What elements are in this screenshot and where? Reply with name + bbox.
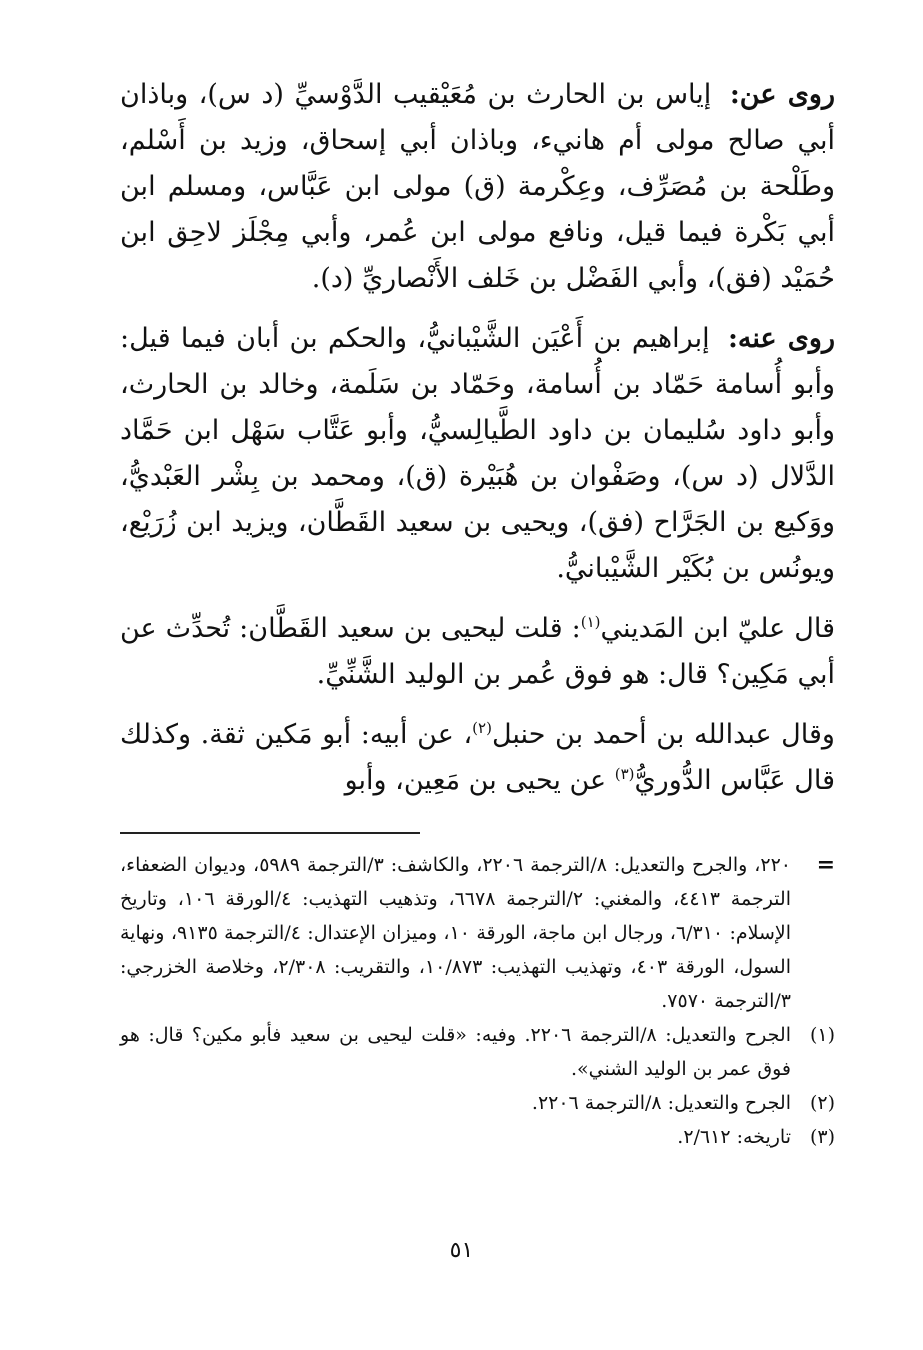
paragraph-text: : قلت ليحيى بن سعيد القَطَّان: تُحدِّث عن أبي مَكِين؟ قال: هو فوق عُمر بن الوليد الشَّنِّيِّ. [120,613,835,690]
footnote-text: تاريخه: ٢/٦١٢. [677,1126,791,1148]
footnote-text: ٢٢٠، والجرح والتعديل: ٨/الترجمة ٢٢٠٦، والكاشف: ٣/الترجمة ٥٩٨٩، وديوان الضعفاء، الترجمة ٤٤١٣، والمغني: ٢/الترجمة ٦٦٧٨، وتذهيب التهذيب: ٤/الورقة ١٠٦، وتاريخ الإسلام: ٦/٣١٠، ورجال ابن ماجة، الورقة ١٠، وميزان الإعتدال: ٤/الترجمة ٩١٣٥، ونهاية السول، الورقة ٤٠٣، وتهذيب التهذيب: ١٠/٨٧٣، والتقريب: ٢/٣٠٨، وخلاصة الخزرجي: ٣/الترجمة ٧٥٧٠. [120,854,791,1012]
paragraph-text: إبراهيم بن أَعْيَن الشَّيْبانيُّ، والحكم بن أبان فيما قيل: وأبو أُسامة حَمّاد بن أُسامة، وحَمّاد بن سَلَمة، وخالد بن الحارث، وأبو داود سُليمان بن داود الطَّيالِسيُّ، وأبو عَتَّاب سَهْل ابن حَمَّاد الدَّلال (د س)، وصَفْوان بن هُبَيْرة (ق)، ومحمد بن بِشْر العَبْديُّ، ووَكيع بن الجَرَّاح (فق)، ويحيى بن سعيد القَطَّان، ويزيد ابن زُرَيْع، ويونُس بن بُكَيْر الشَّيْبانيُّ. [120,323,835,584]
footnote-3 [120,1120,835,1154]
paragraph-narrated-by [120,316,835,592]
paragraph-text: قال عليّ ابن المَديني [600,613,836,644]
paragraph-text: إياس بن الحارث بن مُعَيْقيب الدَّوْسيِّ (د س)، وباذان أبي صالح مولى أم هانيء، وباذان أبي إسحاق، وزيد بن أَسْلم، وطَلْحة بن مُصَرِّف، وعِكْرمة (ق) مولى ابن عَبَّاس، ومسلم ابن أبي بَكْرة فيما قيل، ونافع مولى ابن عُمر، وأبي مِجْلَز لاحِق ابن حُمَيْد (فق)، وأبي الفَضْل بن خَلف الأَنْصاريِّ (د). [120,79,835,294]
footnote-1 [120,1018,835,1086]
footnotes [120,848,835,1154]
footnote-separator-wrap [120,832,835,834]
paragraph-text: عن يحيى بن مَعِين، وأبو [344,765,615,796]
paragraph-text: ، عن أبيه: أبو مَكين ثقة. وكذلك قال عَبَّاس الدُّوريُّ [120,719,835,796]
footnote-number: (٣) [809,1126,835,1148]
main-text [120,72,835,804]
paragraph-lead: روى عن: [729,79,835,110]
footnote-text: الجرح والتعديل: ٨/الترجمة ٢٢٠٦. [531,1092,791,1114]
footnote-number: (١) [809,1024,835,1046]
footnote-text: الجرح والتعديل: ٨/الترجمة ٢٢٠٦. وفيه: «قلت ليحيى بن سعيد فأبو مكين؟ قال: هو فوق عمر بن الوليد الشني». [120,1024,791,1080]
paragraph-lead: روى عنه: [727,323,835,354]
paragraph-text: وقال عبدالله بن أحمد بن حنبل [491,719,835,750]
footnote-number: (٢) [809,1092,835,1114]
footnote-ref: (٣) [614,765,635,783]
page-body [120,72,835,1350]
footnote-ref: (١) [580,613,601,631]
footnote-2 [120,1086,835,1120]
footnote-number: = [816,852,835,878]
paragraph-abdullah-quote [120,712,835,804]
page-number: ٥١ [449,1238,474,1263]
footnote-separator [120,832,420,834]
footnote-continued [120,848,835,1018]
footnote-ref: (٢) [472,719,492,737]
paragraph-narrated-from [120,72,835,302]
paragraph-ali-quote [120,606,835,698]
